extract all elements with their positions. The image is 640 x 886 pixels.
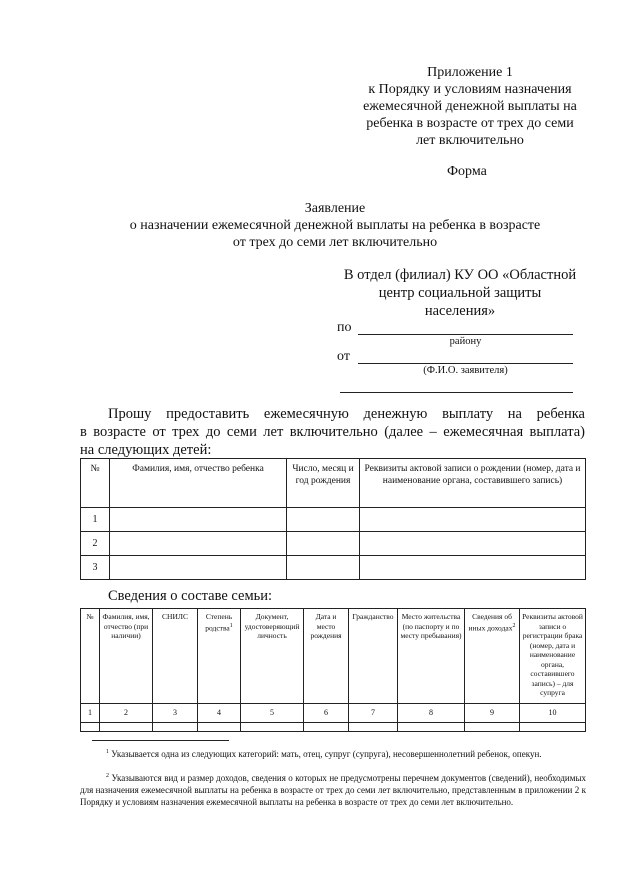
- col-birth-date: Число, месяц и год рождения: [287, 459, 360, 508]
- footnote-1: [80, 746, 586, 760]
- applicant-name-field[interactable]: [358, 363, 573, 364]
- request-line: в возрасте от трех до семи лет включительно (далее – ежемесячная выплата): [80, 424, 585, 440]
- table-cell[interactable]: [398, 722, 465, 731]
- fcol-income: [465, 609, 520, 704]
- family-table: [80, 608, 586, 732]
- children-table: [80, 458, 586, 580]
- request-paragraph: [80, 405, 585, 459]
- request-line: Прошу предоставить ежемесячную денежную выплату на ребенка: [108, 406, 585, 422]
- col-index: 2: [100, 704, 153, 723]
- po-prefix: по: [337, 320, 352, 335]
- table-cell[interactable]: [100, 722, 153, 731]
- appendix-line: лет включительно: [416, 133, 524, 148]
- table-cell[interactable]: [304, 722, 349, 731]
- child-name-cell[interactable]: [110, 556, 287, 580]
- fcol-snils: СНИЛС: [153, 609, 198, 704]
- col-child-name: Фамилия, имя, отчество ребенка: [110, 459, 287, 508]
- statement-title: Заявление: [304, 201, 366, 216]
- row-number: 1: [81, 508, 110, 532]
- birth-date-cell[interactable]: [287, 556, 360, 580]
- table-cell[interactable]: [349, 722, 398, 731]
- applicant-name-label: (Ф.И.О. заявителя): [423, 365, 508, 376]
- statement-line: от трех до семи лет включительно: [232, 235, 438, 250]
- birth-date-cell[interactable]: [287, 508, 360, 532]
- footnote-text: Указывается одна из следующих категорий: мать, отец, супруг (супруга), несовершеннолетний ребенок, опекун.: [111, 749, 542, 759]
- footnote-text: Указываются вид и размер доходов, сведения о которых не предусмотрены перечнем документов (сведений), необходимых для назначения ежемесячной выплаты на ребенка в возрасте от трех до семи лет включительно, представленным в приложении 2 к Порядку и условиям назначения ежемесячной выплаты на ребенка в возрасте от трех до семи лет включительно.: [80, 773, 586, 807]
- table-cell[interactable]: [198, 722, 241, 731]
- col-index: 7: [349, 704, 398, 723]
- footnote-ref: 2: [512, 622, 516, 629]
- table-cell[interactable]: [241, 722, 304, 731]
- fcol-birth: Дата и место рождения: [304, 609, 349, 704]
- col-index: 9: [465, 704, 520, 723]
- district-label: району: [449, 336, 482, 347]
- col-birth-record: Реквизиты актовой записи о рождении (номер, дата и наименование органа, составившего запись): [360, 459, 586, 508]
- table-cell[interactable]: [153, 722, 198, 731]
- birth-record-cell[interactable]: [360, 556, 586, 580]
- col-index: 6: [304, 704, 349, 723]
- child-name-cell[interactable]: [110, 508, 287, 532]
- footnote-mark: 2: [106, 773, 109, 779]
- row-number: 2: [81, 532, 110, 556]
- fcol-name: Фамилия, имя, отчество (при наличии): [100, 609, 153, 704]
- table-row: [81, 532, 586, 556]
- district-field[interactable]: [358, 334, 573, 335]
- appendix-line: к Порядку и условиям назначения: [368, 82, 572, 97]
- child-name-cell[interactable]: [110, 532, 287, 556]
- birth-record-cell[interactable]: [360, 508, 586, 532]
- form-label: Форма: [447, 164, 487, 179]
- statement-block: [100, 200, 570, 251]
- col-index: 4: [198, 704, 241, 723]
- table-cell[interactable]: [465, 722, 520, 731]
- request-line: на следующих детей:: [80, 442, 212, 458]
- statement-line: о назначении ежемесячной денежной выплаты на ребенка в возрасте: [129, 218, 541, 233]
- fcol-relation-label: Степень родства: [205, 612, 233, 632]
- col-index: 3: [153, 704, 198, 723]
- birth-date-cell[interactable]: [287, 532, 360, 556]
- fcol-residence: Место жительства (по паспорту и по месту пребывания): [398, 609, 465, 704]
- footnote-mark: 1: [106, 749, 109, 755]
- appendix-header: [355, 64, 585, 149]
- fcol-relation: [198, 609, 241, 704]
- table-cell[interactable]: [520, 722, 586, 731]
- footnote-divider: [92, 740, 229, 741]
- recipient-line: населения»: [424, 303, 496, 319]
- fcol-number: №: [81, 609, 100, 704]
- recipient-block: [335, 266, 585, 320]
- col-index: 8: [398, 704, 465, 723]
- fcol-citizenship: Гражданство: [349, 609, 398, 704]
- fcol-income-label: Сведения об иных доходах: [468, 612, 513, 632]
- family-title: Сведения о составе семьи:: [108, 588, 273, 604]
- table-row: [81, 704, 586, 723]
- ot-prefix: от: [337, 349, 350, 364]
- row-number: 3: [81, 556, 110, 580]
- applicant-extra-field[interactable]: [340, 392, 573, 393]
- recipient-line: В отдел (филиал) КУ ОО «Областной: [343, 267, 577, 283]
- recipient-line: центр социальной защиты: [378, 285, 542, 301]
- table-row: [81, 508, 586, 532]
- fcol-marriage-record: Реквизиты актовой записи о регистрации брака (номер, дата и наименование органа, составившего запись) – для супруга: [520, 609, 586, 704]
- birth-record-cell[interactable]: [360, 532, 586, 556]
- fcol-id-document: Документ, удостоверяющий личность: [241, 609, 304, 704]
- table-row: [81, 722, 586, 731]
- col-index: 1: [81, 704, 100, 723]
- appendix-line: ежемесячной денежной выплаты на: [363, 99, 577, 114]
- col-index: 10: [520, 704, 586, 723]
- table-row: [81, 556, 586, 580]
- table-cell[interactable]: [81, 722, 100, 731]
- appendix-line: ребенка в возрасте от трех до семи: [366, 116, 574, 131]
- appendix-title: Приложение 1: [427, 65, 513, 80]
- footnote-ref: 1: [229, 622, 233, 629]
- footnote-2: [80, 770, 586, 808]
- col-number: №: [81, 459, 110, 508]
- col-index: 5: [241, 704, 304, 723]
